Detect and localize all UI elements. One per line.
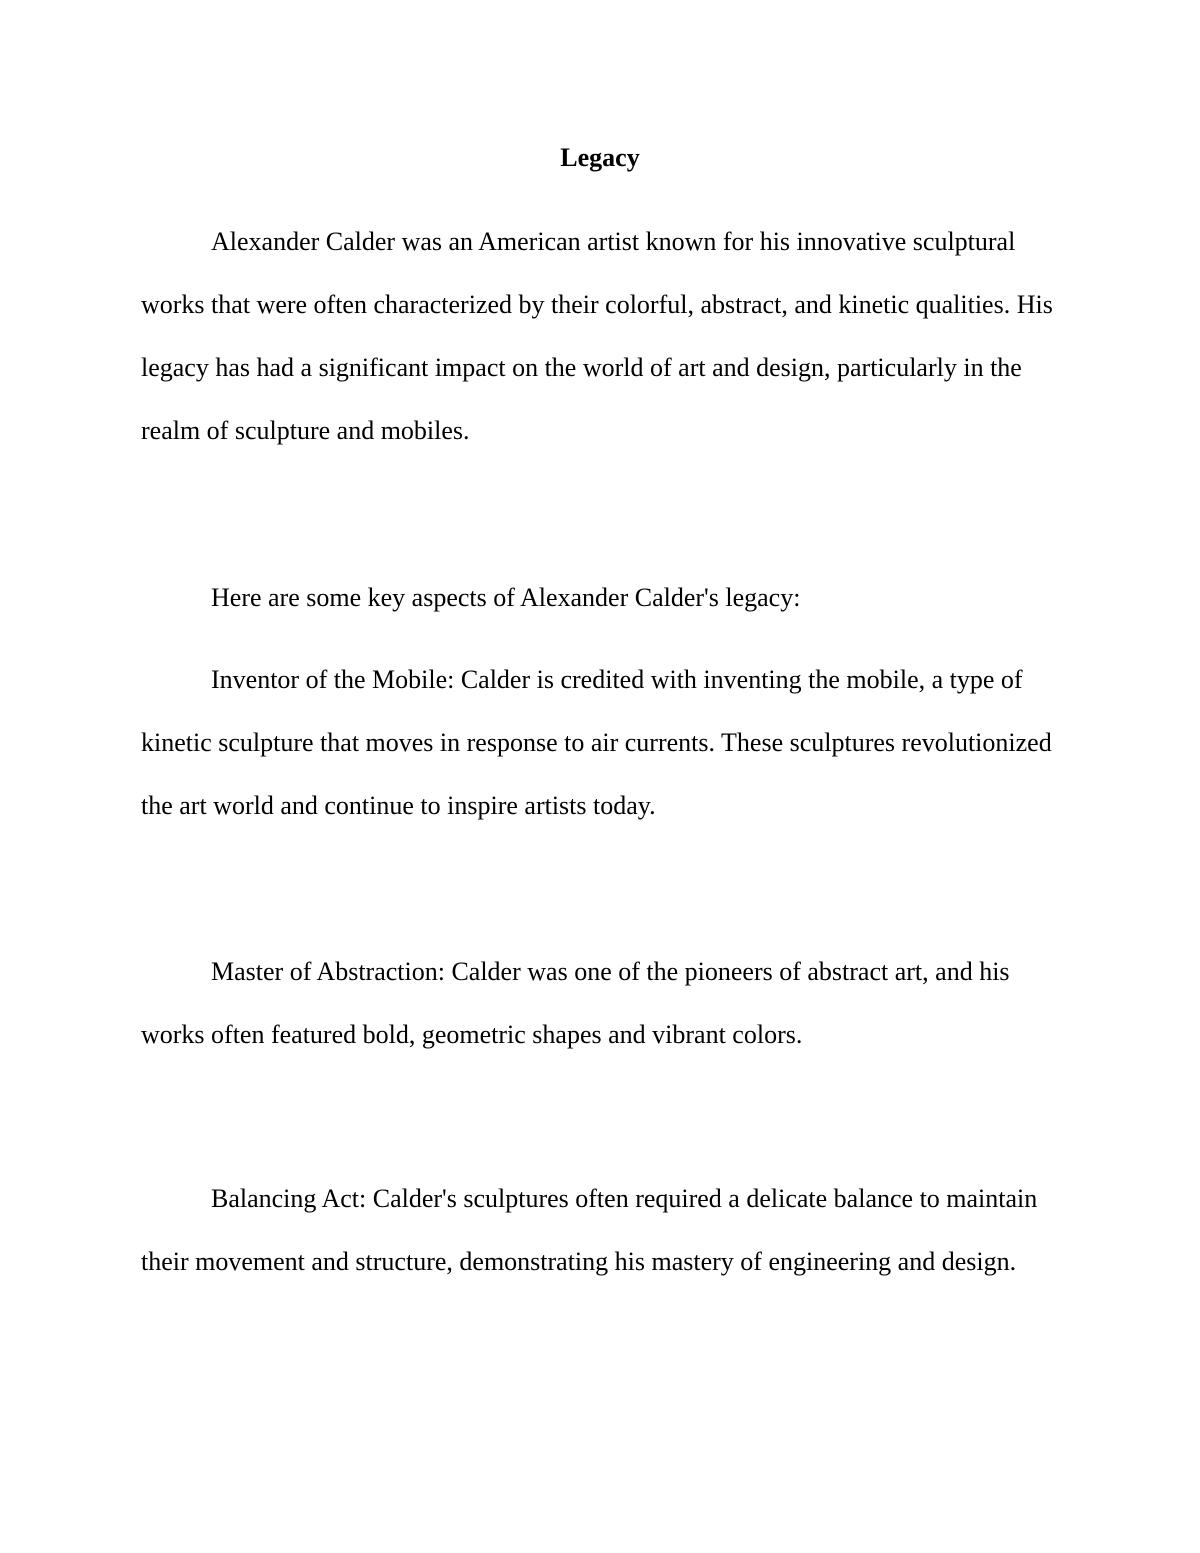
paragraph-intro: Alexander Calder was an American artist known for his innovative sculptural works that were often characterized by their colorful, abstract, and kinetic qualities. His legacy has had a significant impact on the world of art and design, particularly in the realm of sculpture and mobiles. (141, 227, 1053, 445)
paragraph-master-of-abstraction: Master of Abstraction: Calder was one of the pioneers of abstract art, and his works often featured bold, geometric shapes and vibrant colors. (141, 957, 1010, 1049)
paragraph-inventor-of-mobile: Inventor of the Mobile: Calder is credited with inventing the mobile, a type of kinetic sculpture that moves in response to air currents. These sculptures revolutionized the art world and continue to inspire artists today. (141, 665, 1052, 820)
document-title: Legacy (560, 143, 640, 172)
paragraph-key-aspects-intro: Here are some key aspects of Alexander Calder's legacy: (211, 583, 801, 612)
paragraph-balancing-act: Balancing Act: Calder's sculptures often required a delicate balance to maintain their movement and structure, demonstrating his mastery of engineering and design. (141, 1184, 1038, 1276)
